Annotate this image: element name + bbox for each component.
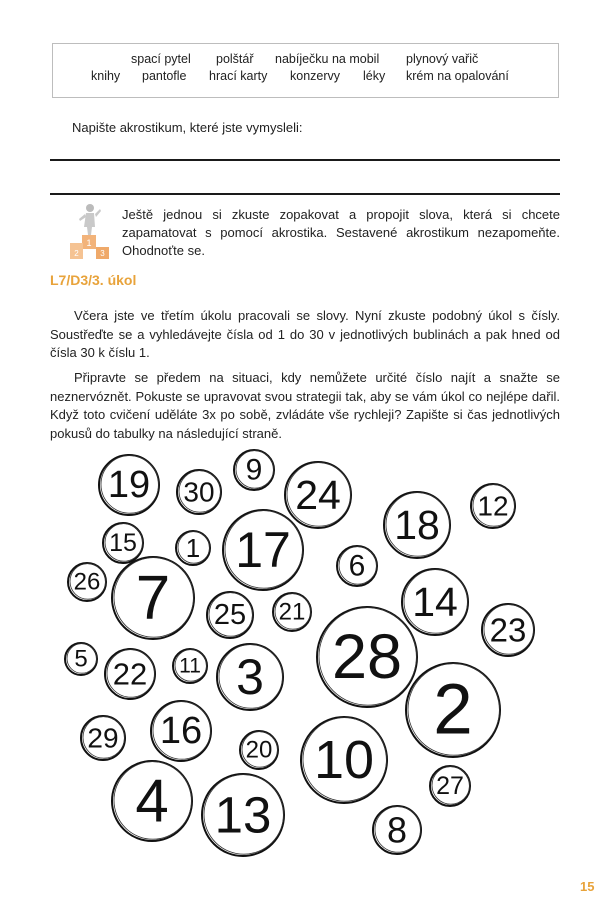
number-bubble — [273, 593, 311, 631]
podium-place-label: 2 — [74, 249, 79, 258]
number-bubble — [223, 510, 303, 590]
number-bubble — [177, 470, 221, 514]
number-bubble — [173, 649, 207, 683]
bubble-number: 26 — [73, 568, 101, 596]
bubble-number: 25 — [213, 599, 247, 631]
bubble-number: 22 — [112, 656, 148, 692]
bubble-number: 9 — [245, 453, 263, 487]
bubble-number: 13 — [214, 786, 272, 844]
word-item: knihy — [91, 69, 121, 83]
task-paragraph: Připravte se předem na situaci, kdy nemůžete určité číslo najít a snažte se neznervóznět. Pokuste se upravovat svou strategii tak, aby se vám úkol co nejlépe dařil. Když toto cvičení uděláte 3x po sobě, zvládáte vše rychleji? Zapište si čas jednotlivých pokusů do tabulky na následující straně. — [50, 370, 560, 441]
bubble-number: 29 — [87, 722, 119, 754]
word-item: léky — [363, 69, 386, 83]
number-bubble — [471, 484, 515, 528]
bubble-number: 14 — [412, 579, 458, 625]
word-item: hrací karty — [209, 69, 268, 83]
bubble-number: 5 — [74, 645, 88, 673]
number-bubble — [217, 644, 283, 710]
bubble-number: 2 — [433, 670, 473, 750]
number-bubble — [482, 604, 534, 656]
bubble-number: 24 — [295, 472, 341, 518]
acrostic-prompt: Napište akrostikum, které jste vymysleli: — [72, 120, 303, 135]
number-bubble — [430, 766, 470, 806]
number-bubble — [406, 663, 500, 757]
bubble-number: 1 — [185, 533, 201, 563]
number-bubble — [112, 557, 194, 639]
tip-text: Ještě jednou si zkuste zopakovat a propojit slova, která si chcete zapamatovat s pomocí akrostika. Sestavené akrostikum nezapomeňte. Ohodnoťte se. — [122, 207, 560, 258]
page-number: 15 — [580, 879, 595, 894]
bubble-number: 17 — [235, 522, 291, 578]
bubble-number: 18 — [394, 502, 440, 548]
bubble-number: 7 — [135, 563, 171, 633]
bubble-number: 10 — [313, 730, 375, 790]
number-bubble — [105, 649, 155, 699]
bubble-number: 23 — [489, 611, 527, 649]
number-bubble — [301, 717, 387, 803]
number-bubble — [81, 716, 125, 760]
bubble-number: 27 — [436, 772, 464, 800]
bubble-number: 12 — [477, 490, 509, 522]
number-bubbles — [0, 440, 609, 870]
bubble-number: 28 — [331, 622, 403, 692]
number-bubble — [234, 450, 274, 490]
word-item: krém na opalování — [406, 69, 509, 83]
number-bubble — [65, 643, 97, 675]
bubble-number: 4 — [135, 767, 169, 835]
bubble-number: 21 — [278, 598, 306, 626]
word-item: polštář — [216, 52, 254, 66]
number-bubble — [99, 455, 159, 515]
number-bubble — [285, 462, 351, 528]
bubble-number: 8 — [386, 809, 408, 851]
answer-line — [50, 159, 560, 161]
number-bubble — [103, 523, 143, 563]
word-list-box — [52, 43, 559, 98]
bubble-number: 11 — [179, 654, 201, 678]
number-bubble — [240, 731, 278, 769]
bubble-number: 16 — [159, 710, 203, 752]
bubble-number: 6 — [348, 549, 366, 583]
podium-place-label: 1 — [86, 238, 92, 248]
number-bubble — [373, 806, 421, 854]
bubble-number: 19 — [107, 464, 151, 506]
word-item: spací pytel — [131, 52, 191, 66]
number-bubble — [176, 531, 210, 565]
answer-line — [50, 193, 560, 195]
number-bubble — [207, 592, 253, 638]
word-item: nabíječku na mobil — [275, 52, 380, 66]
podium-place-label: 3 — [100, 249, 105, 258]
number-bubble — [202, 774, 284, 856]
word-item: pantofle — [142, 69, 187, 83]
number-bubble — [68, 563, 106, 601]
bubble-number: 20 — [245, 736, 273, 764]
number-bubble — [402, 569, 468, 635]
podium-icon — [68, 203, 110, 261]
number-bubble — [112, 761, 192, 841]
task-heading: L7/D3/3. úkol — [50, 272, 137, 288]
bubble-number: 15 — [109, 529, 137, 557]
task-paragraph: Včera jste ve třetím úkolu pracovali se slovy. Nyní zkuste podobný úkol s čísly. Soustřeďte se a vyhledávejte čísla od 1 do 30 v jednotlivých bublinách a pak hned od čísla 30 k číslu 1. — [50, 308, 560, 360]
bubble-number: 3 — [236, 649, 264, 705]
number-bubble — [337, 546, 377, 586]
bubble-number: 30 — [183, 476, 215, 508]
number-bubble — [317, 607, 417, 707]
word-item: konzervy — [290, 69, 341, 83]
number-bubble — [384, 492, 450, 558]
word-item: plynový vařič — [406, 52, 479, 66]
number-bubble — [151, 701, 211, 761]
